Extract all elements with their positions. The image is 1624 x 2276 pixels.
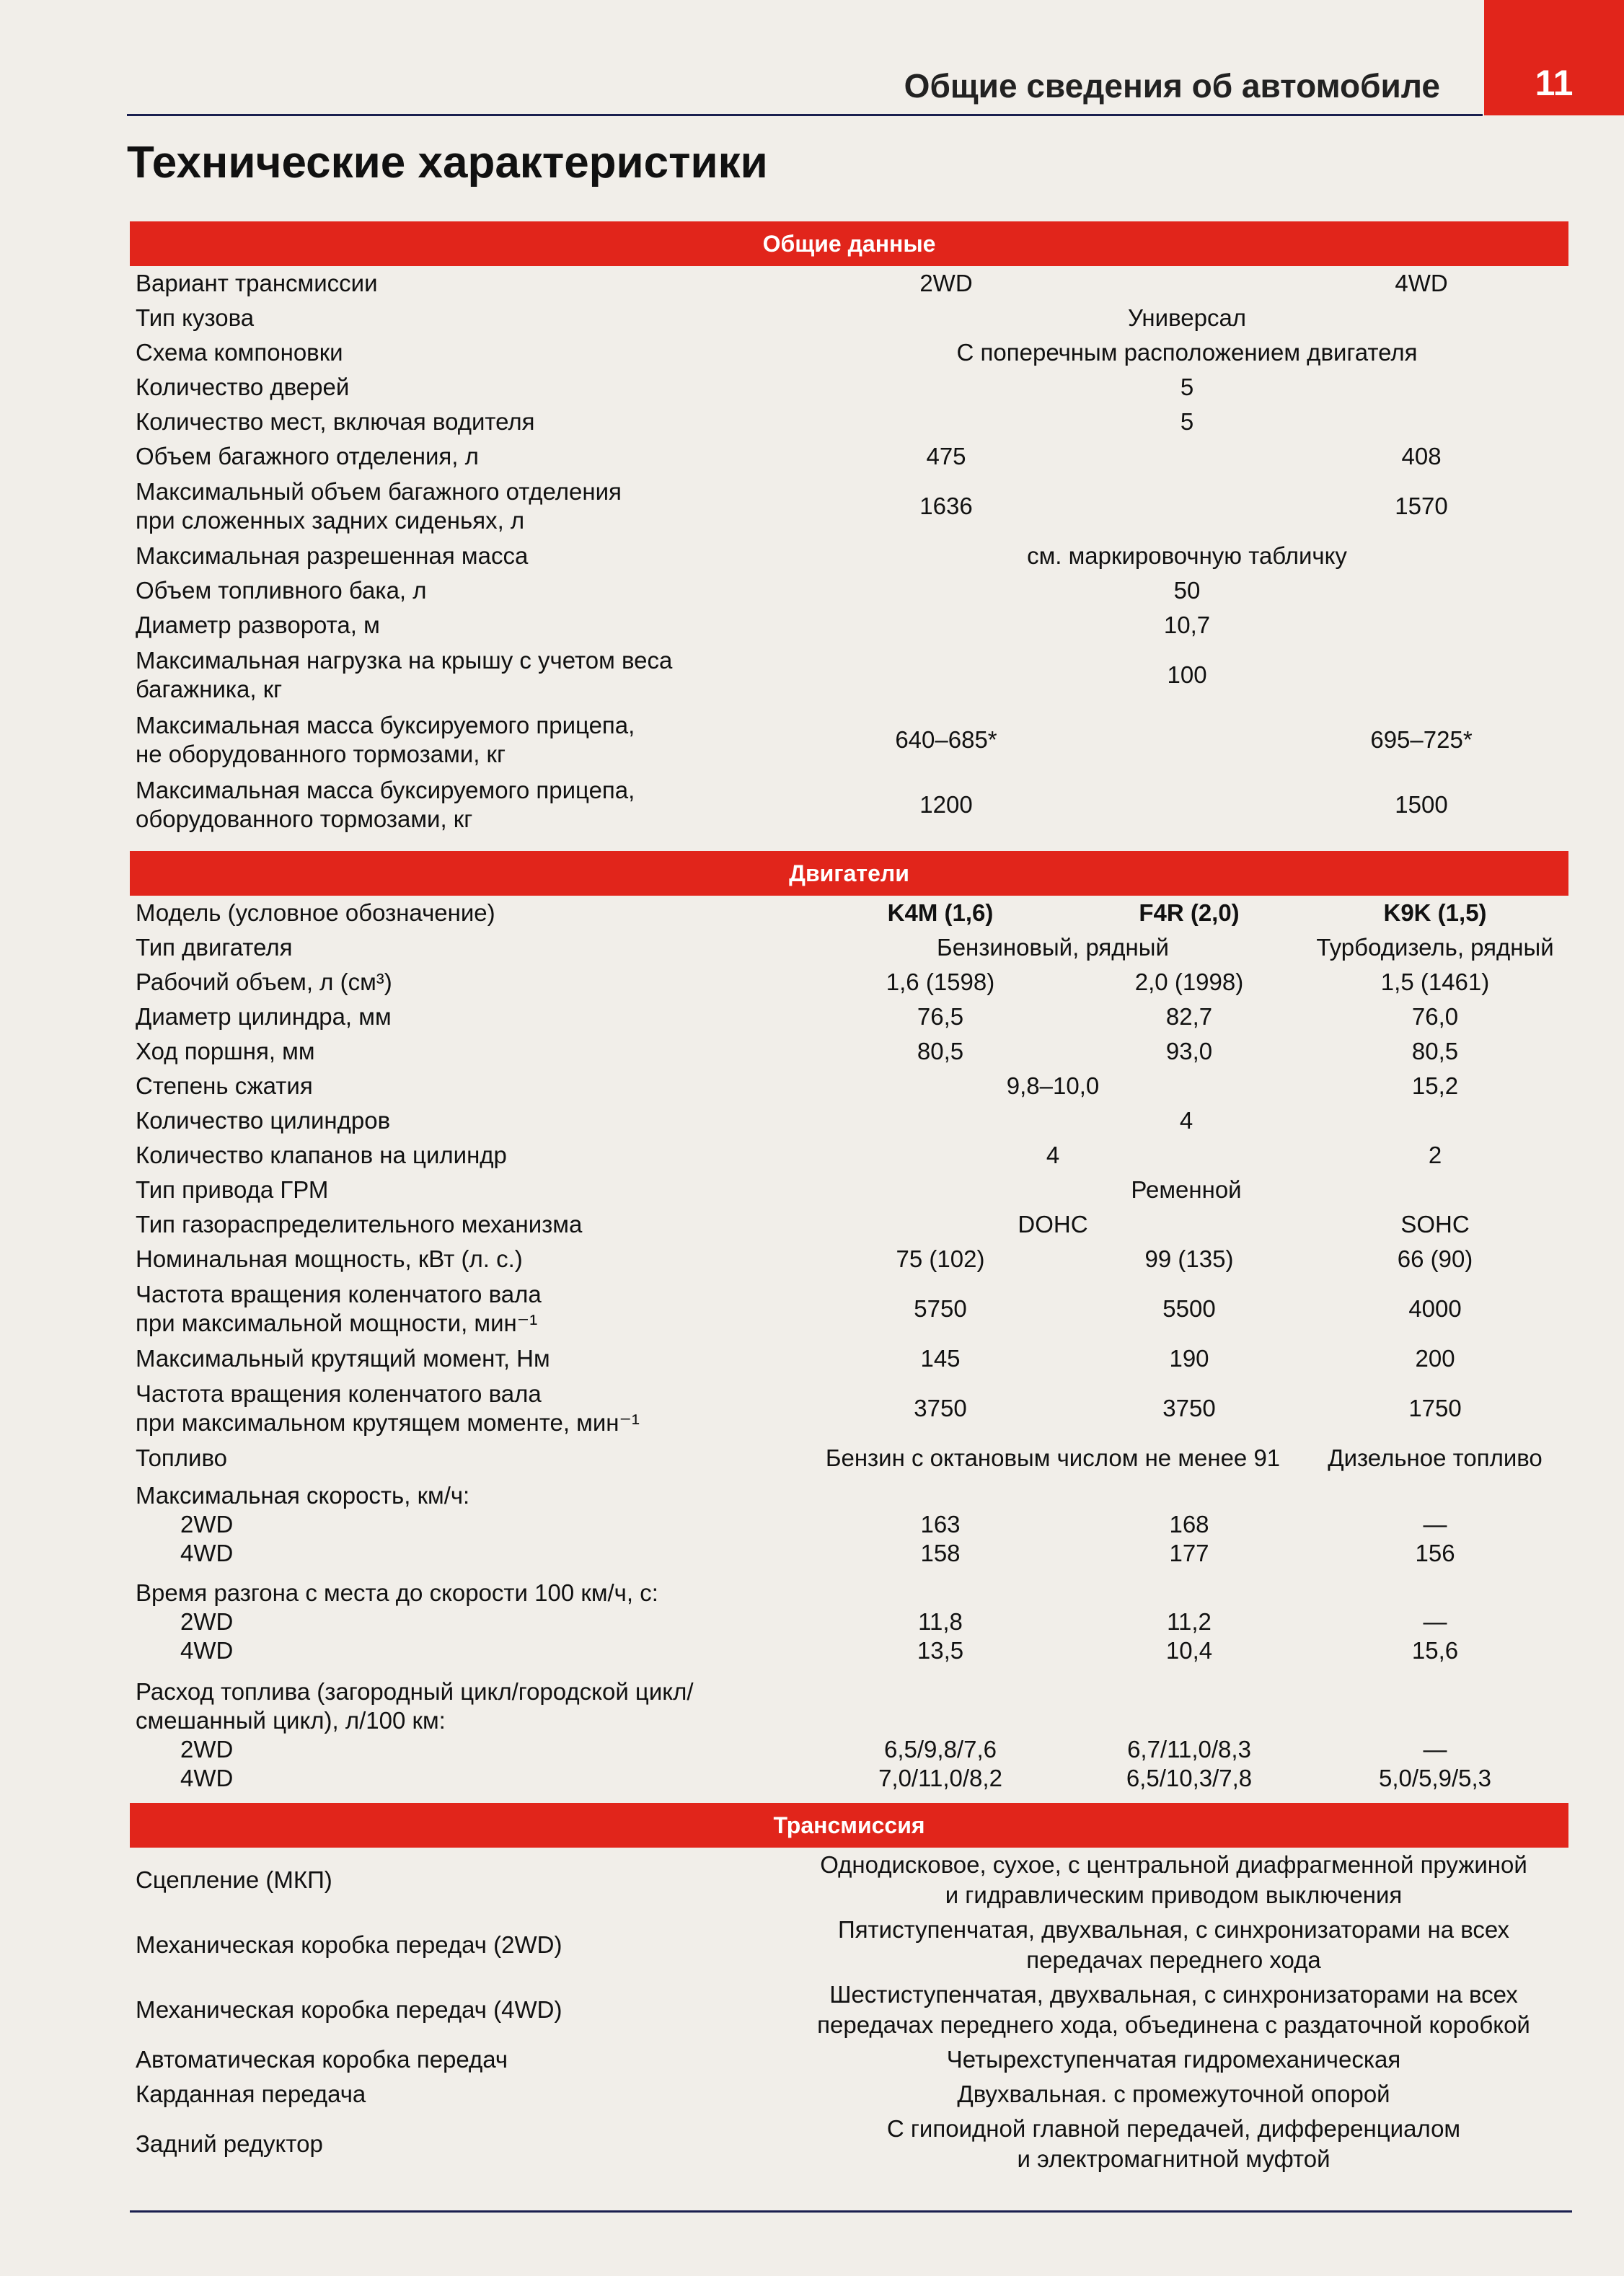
table-row: Сцепление (МКП) Однодисковое, сухое, с центральной диафрагменной пружиной и гидравлическим приводом выключения <box>136 1851 1527 1908</box>
footer-rule <box>130 2210 1572 2213</box>
table-row: Диаметр разворота, м 10,7 <box>136 612 1211 638</box>
table-row: Время разгона с места до скорости 100 км/ч, с: 2WD 4WD 11,8 13,5 11,2 10,4 — 15,6 <box>136 1579 1459 1664</box>
table-row: Тип привода ГРМ Ременной <box>136 1176 1242 1203</box>
table-row: Количество мест, включая водителя 5 <box>136 408 1194 435</box>
page-number: 11 <box>1484 0 1624 115</box>
table-row: Тип газораспределительного механизма DOHC SOHC <box>136 1211 1470 1238</box>
table-row: Механическая коробка передач (2WD) Пятиступенчатая, двухвальная, с синхронизаторами на всех передачах переднего хода <box>136 1916 1510 1973</box>
table-row: Механическая коробка передач (4WD) Шестиступенчатая, двухвальная, с синхронизаторами на всех передачах переднего хода, объединена с раздаточной коробкой <box>136 1981 1530 2038</box>
table-row: Рабочий объем, л (см³) 1,6 (1598) 2,0 (1998) 1,5 (1461) <box>136 969 1490 995</box>
table-row: Максимальная масса буксируемого прицепа, оборудованного тормозами, кг 1200 1500 <box>136 777 1448 832</box>
table-row: Модель (условное обозначение) K4M (1,6) F4R (2,0) K9K (1,5) <box>136 899 1487 926</box>
table-row: Ход поршня, мм 80,5 93,0 80,5 <box>136 1038 1459 1064</box>
table-row: Частота вращения коленчатого вала при максимальном крутящем моменте, мин⁻¹ 3750 3750 1750 <box>136 1380 1462 1436</box>
table-row: Тип кузова Универсал <box>136 304 1247 331</box>
table-row: Максимальная масса буксируемого прицепа, не оборудованного тормозами, кг 640–685* 695–725* <box>136 712 1473 767</box>
table-row: Автоматическая коробка передач Четырехступенчатая гидромеханическая <box>136 2046 1401 2073</box>
table-row: Максимальная нагрузка на крышу с учетом веса багажника, кг 100 <box>136 647 1207 702</box>
table-row: Количество дверей 5 <box>136 374 1194 400</box>
table-row: Максимальная скорость, км/ч: 2WD 4WD 163 158 168 177 — 156 <box>136 1481 1455 1566</box>
general-table <box>130 221 1568 837</box>
table-row: Частота вращения коленчатого вала при максимальной мощности, мин⁻¹ 5750 5500 4000 <box>136 1281 1462 1336</box>
table-row: Карданная передача Двухвальная. с промежуточной опорой <box>136 2081 1390 2107</box>
table-row: Объем топливного бака, л 50 <box>136 577 1201 604</box>
section-title: Общие сведения об автомобиле <box>904 67 1440 105</box>
table-row: Вариант трансмиссии 2WD 4WD <box>136 270 1448 296</box>
engines-table <box>130 851 1568 1800</box>
table-row: Максимальный объем багажного отделения при сложенных задних сиденьях, л 1636 1570 <box>136 478 1448 534</box>
table-row: Топливо Бензин с октановым числом не менее 91 Дизельное топливо <box>136 1444 1543 1471</box>
transmission-heading: Трансмиссия <box>130 1803 1568 1848</box>
table-row: Тип двигателя Бензиновый, рядный Турбодизель, рядный <box>136 934 1554 961</box>
table-row: Количество цилиндров 4 <box>136 1107 1193 1134</box>
engines-heading: Двигатели <box>130 851 1568 896</box>
table-row: Задний редуктор С гипоидной главной передачей, дифференциалом и электромагнитной муфтой <box>136 2115 1461 2172</box>
header-rule <box>127 114 1483 116</box>
table-row: Максимальный крутящий момент, Нм 145 190 200 <box>136 1345 1455 1372</box>
table-row: Максимальная разрешенная масса см. маркировочную табличку <box>136 542 1347 569</box>
table-row: Расход топлива (загородный цикл/городской цикл/ смешанный цикл), л/100 км: 2WD 4WD 6,5/9,8/7,6 7,0/11,0/8,2 6,7/11,0/8,3 6,5/10,3/7,8 — 5,0/5,9/5,3 <box>136 1678 1491 1791</box>
table-row: Количество клапанов на цилиндр 4 2 <box>136 1142 1442 1168</box>
table-row: Объем багажного отделения, л 475 408 <box>136 443 1442 469</box>
page-title: Технические характеристики <box>127 138 768 188</box>
table-row: Диаметр цилиндра, мм 76,5 82,7 76,0 <box>136 1003 1459 1030</box>
table-row: Номинальная мощность, кВт (л. с.) 75 (102) 99 (135) 66 (90) <box>136 1245 1473 1272</box>
transmission-table <box>130 1803 1568 2176</box>
table-row: Схема компоновки С поперечным расположением двигателя <box>136 339 1418 366</box>
table-row: Степень сжатия 9,8–10,0 15,2 <box>136 1072 1459 1099</box>
general-heading: Общие данные <box>130 221 1568 266</box>
